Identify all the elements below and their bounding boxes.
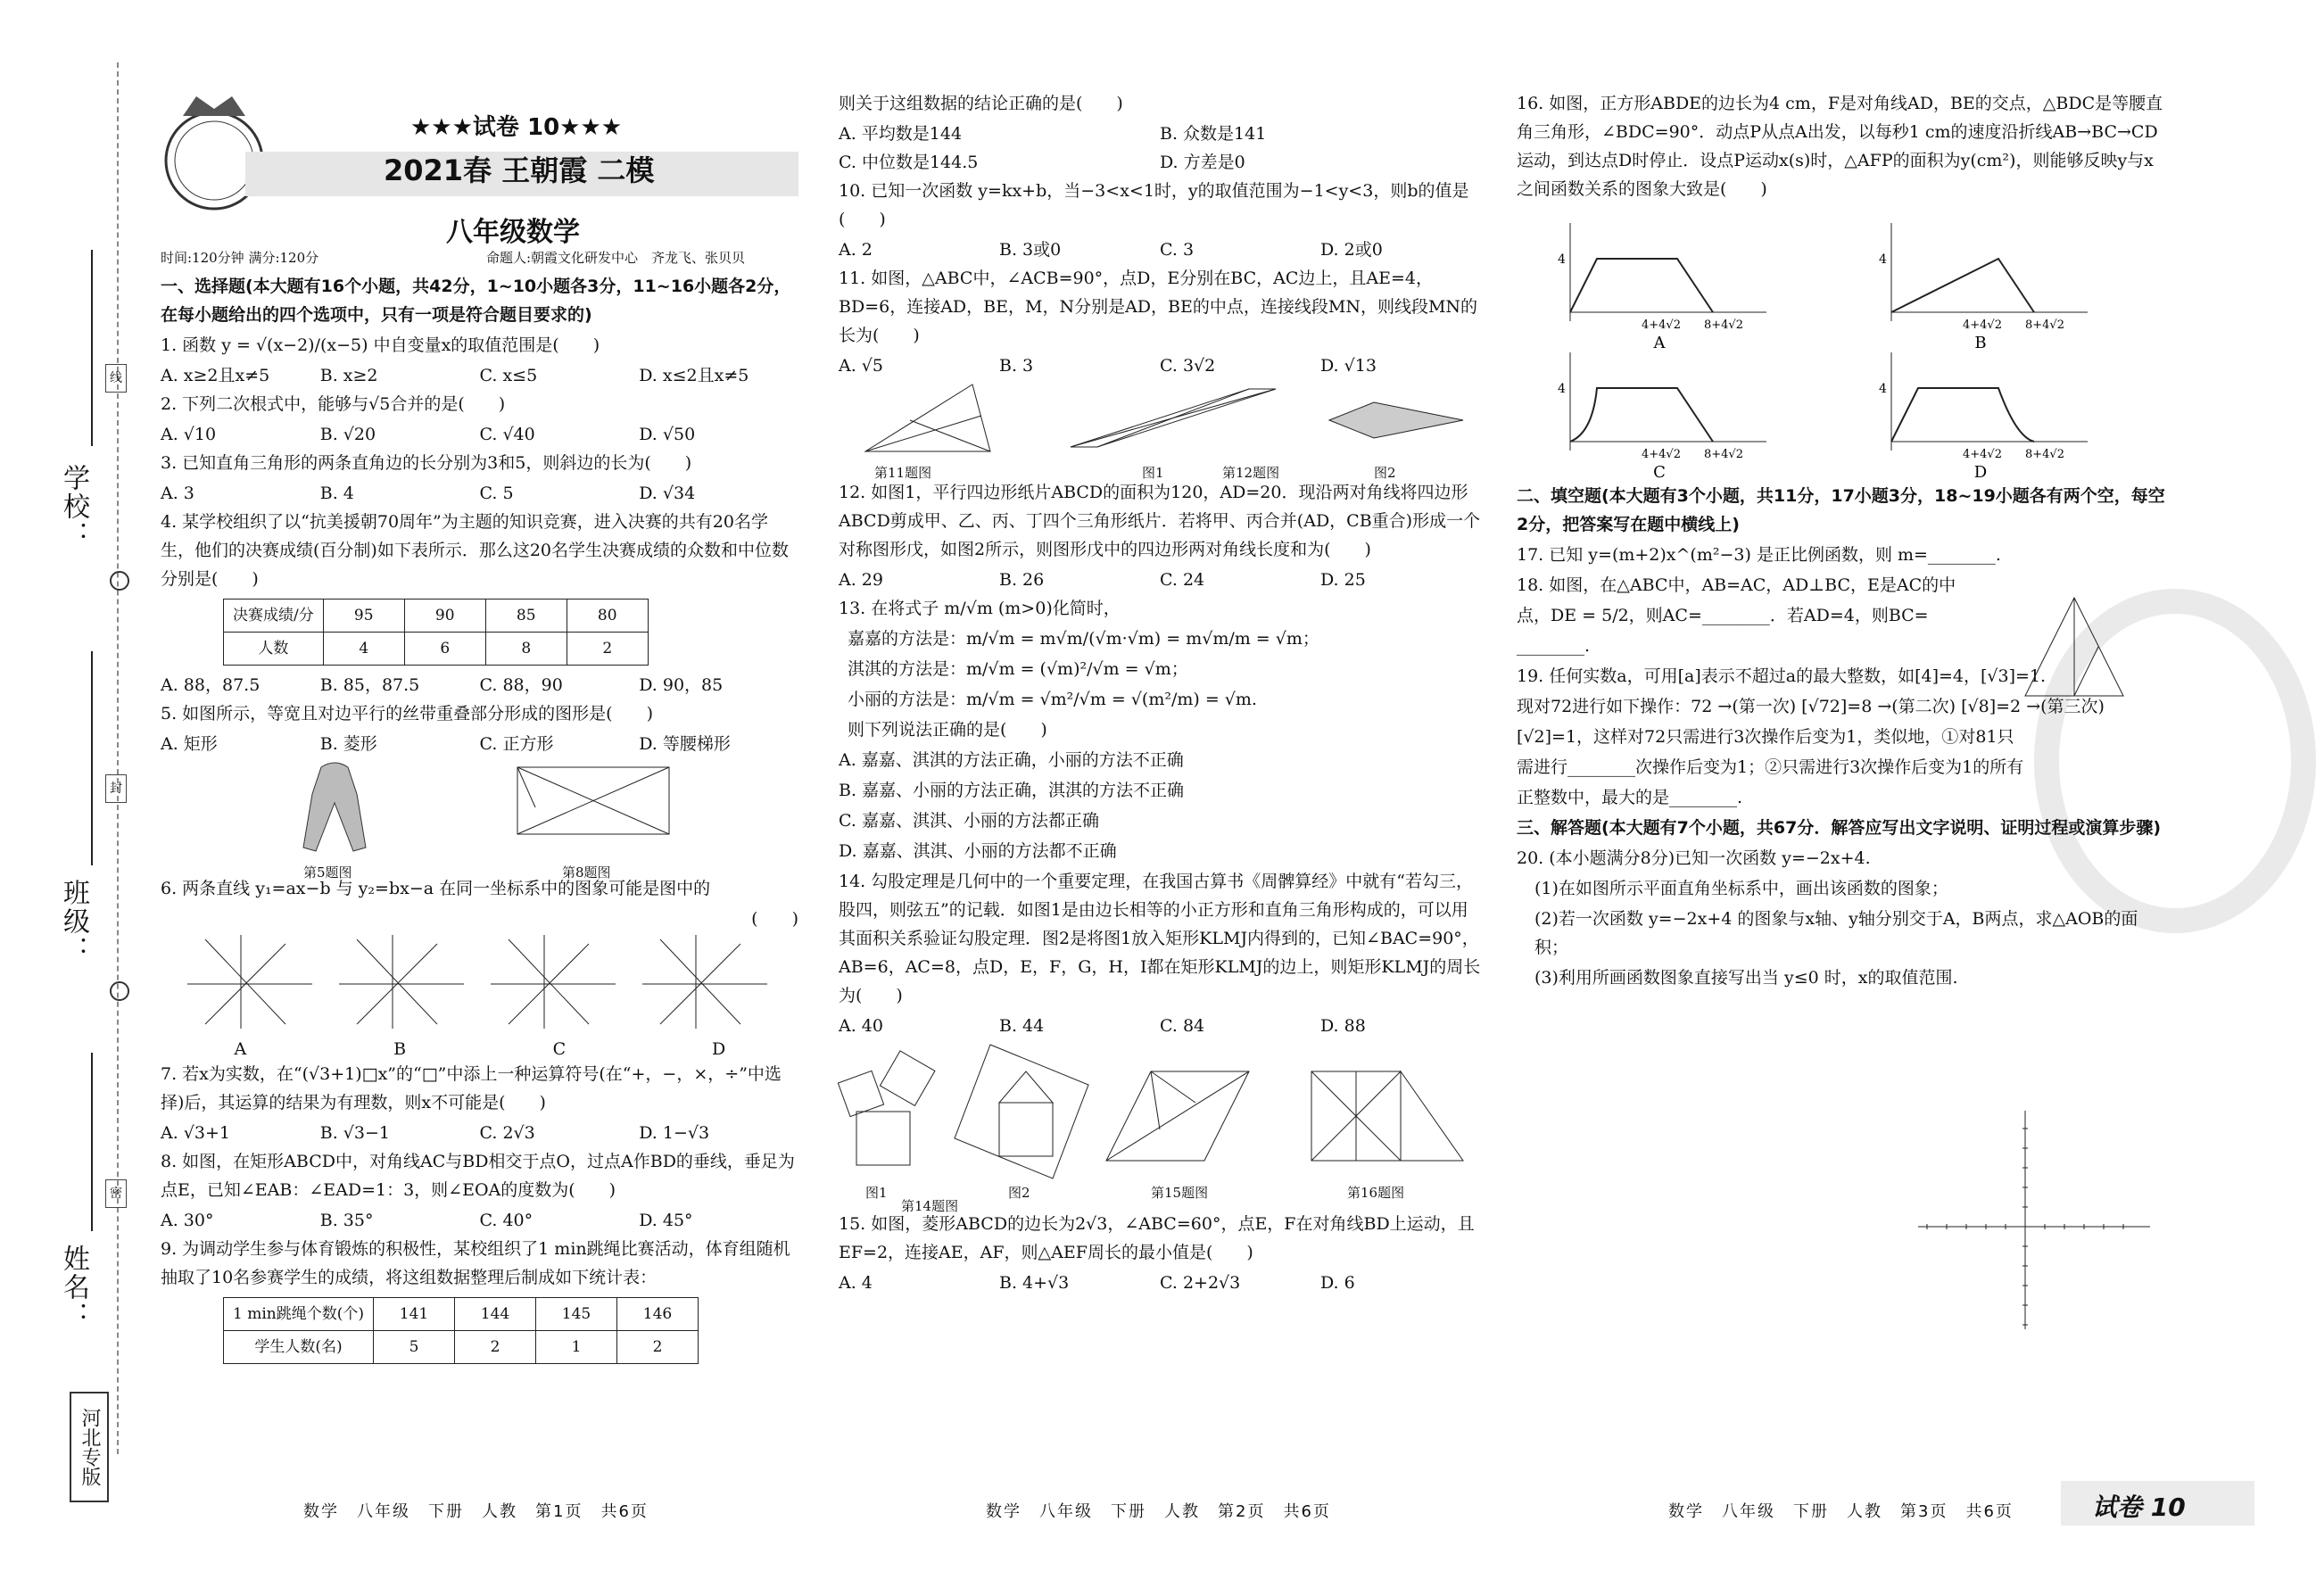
exam-meta-author: 命题人:朝霞文化研发中心 齐龙飞、张贝贝 <box>486 250 746 266</box>
option[interactable]: B. 35° <box>319 1211 374 1230</box>
cut-line <box>117 62 119 1454</box>
option[interactable]: C. 嘉嘉、淇淇、小丽的方法都正确 <box>839 811 1099 831</box>
table-row <box>224 1298 699 1331</box>
q20-part1: (1)在如图所示平面直角坐标系中，画出该函数的图象； <box>1534 879 1948 898</box>
q16-square-figure <box>1303 1063 1472 1170</box>
option[interactable]: B. 3 <box>999 356 1034 376</box>
figure-caption: 第5题图 <box>303 864 352 881</box>
q1-text: 1. 函数 y = √(x−2)/(x−5) 中自变量x的取值范围是( ) <box>161 335 600 355</box>
paper-tag: ★★★试卷 10★★★ <box>410 114 623 141</box>
option[interactable]: C. 正方形 <box>479 734 554 754</box>
table-cell: 5 <box>374 1331 455 1364</box>
paper-tag-footer: 试卷 10 <box>2092 1493 2186 1522</box>
q14-figure-2 <box>937 1040 1115 1183</box>
table-cell: 146 <box>617 1298 699 1331</box>
q4-table <box>223 599 649 666</box>
table-cell: 学生人数(名) <box>224 1331 374 1364</box>
option[interactable]: C. 88，90 <box>479 675 563 695</box>
graph-label: C <box>1653 463 1666 482</box>
option[interactable]: D. 等腰梯形 <box>639 734 731 754</box>
table-cell: 1 <box>536 1331 617 1364</box>
option[interactable]: B. 菱形 <box>319 734 377 754</box>
q10-text: 10. 已知一次函数 y=kx+b，当−3<x<1时，y的取值范围为−1<y<3，则b的值是( ) <box>839 181 1469 229</box>
q19-line2: 现对72进行如下操作：72 →(第一次) [√72]=8 →(第二次) [√8]=2 →(第三次) <box>1517 697 2105 716</box>
q6-paren: ( ) <box>751 909 798 929</box>
exam-title: 2021春 王朝霞 二模 <box>384 153 655 187</box>
school-label: 学校： <box>58 464 89 550</box>
q5-options <box>161 730 798 758</box>
option[interactable]: D. 1−√3 <box>639 1123 710 1143</box>
figure-caption: 第8题图 <box>562 864 611 881</box>
binding-sidebar <box>0 0 152 1596</box>
tick-label: 4+4√2 <box>1963 448 2002 461</box>
option[interactable]: A. 30° <box>161 1211 214 1230</box>
column-2 <box>839 89 1481 1297</box>
q17-text: 17. 已知 y=(m+2)x^(m²−3) 是正比例函数，则 m=________. <box>1517 545 2001 565</box>
figure-caption: 第15题图 <box>1151 1185 1209 1201</box>
q8-options <box>161 1206 798 1235</box>
q13-method-jiajia: 嘉嘉的方法是：m/√m = m√m/(√m·√m) = m√m/m = √m； <box>848 629 1319 649</box>
option[interactable]: A. x≥2且x≠5 <box>161 366 270 385</box>
tick-label: 4 <box>1879 382 1887 396</box>
table-row <box>224 600 649 633</box>
graph-label: D <box>712 1039 726 1059</box>
q9-table <box>223 1297 699 1364</box>
q5-figures <box>161 758 798 881</box>
graph-label: B <box>1974 334 1987 352</box>
option[interactable]: C. 中位数是144.5 <box>839 153 979 172</box>
figure-caption: 图2 <box>1374 465 1396 481</box>
q13-text: 13. 在将式子 m/√m (m>0)化简时， <box>839 599 1121 618</box>
exam-meta-time: 时间:120分钟 满分:120分 <box>161 250 319 266</box>
option[interactable]: C. 40° <box>479 1211 534 1230</box>
name-field[interactable] <box>91 1053 93 1231</box>
table-cell: 145 <box>536 1298 617 1331</box>
option[interactable]: C. 3√2 <box>1160 356 1216 376</box>
q18-line1: 18. 如图，在△ABC中，AB=AC，AD⊥BC，E是AC的中 <box>1517 575 1956 595</box>
option[interactable]: C. 3 <box>1160 240 1195 260</box>
figure-caption: 第16题图 <box>1347 1185 1405 1201</box>
q11-options <box>839 351 1481 380</box>
option[interactable]: C. x≤5 <box>479 366 538 385</box>
graph-label: A <box>234 1039 247 1059</box>
option[interactable]: C. √40 <box>479 425 535 444</box>
option[interactable]: B. 众数是141 <box>1160 124 1267 144</box>
name-label: 姓名： <box>58 1245 89 1330</box>
q20-part3: (3)利用所画函数图象直接写出当 y≤0 时，x的取值范围. <box>1534 968 1958 988</box>
option[interactable]: C. 5 <box>479 484 514 503</box>
option[interactable]: C. 2√3 <box>479 1123 535 1143</box>
option[interactable]: A. √5 <box>839 356 883 376</box>
page-footer-1: 数学 八年级 下册 人教 第1页 共6页 <box>303 1502 649 1521</box>
q14-options <box>839 1012 1481 1040</box>
table-cell: 1 min跳绳个数(个) <box>224 1298 374 1331</box>
subject-title: 八年级数学 <box>446 217 580 248</box>
table-cell: 4 <box>323 633 404 666</box>
q9-options-row1 <box>839 120 1481 148</box>
tick-label: 8+4√2 <box>1704 318 1743 332</box>
option[interactable]: C. 2+2√3 <box>1160 1273 1241 1293</box>
tick-label: 8+4√2 <box>2025 448 2064 461</box>
seal-mark-secret: 密 <box>105 1179 127 1208</box>
option[interactable]: D. 90，85 <box>639 675 724 695</box>
section-3-title: 三、解答题(本大题有7个小题，共67分．解答应写出文字说明、证明过程或演算步骤) <box>1517 818 2162 838</box>
option[interactable]: B. 85，87.5 <box>319 675 420 695</box>
graph-label: B <box>393 1039 407 1059</box>
option[interactable]: B. 44 <box>999 1016 1045 1036</box>
line-y1 <box>357 939 437 1024</box>
edition-badge: 河北专版 <box>70 1392 109 1502</box>
q3-options <box>161 479 798 508</box>
option[interactable]: D. 45° <box>639 1211 693 1230</box>
q4-options <box>161 671 798 699</box>
option[interactable]: A. 2 <box>839 240 873 260</box>
option[interactable]: D. 2或0 <box>1320 240 1383 260</box>
table-cell: 144 <box>455 1298 536 1331</box>
option[interactable]: A. √10 <box>161 425 217 444</box>
binding-hole-icon <box>110 981 129 1001</box>
rectangle-figure <box>500 758 678 848</box>
tick-label: 4 <box>1558 252 1566 267</box>
table-cell: 85 <box>485 600 567 633</box>
section-2-title: 二、填空题(本大题有3个小题，共11分，17小题3分，18~19小题各有两个空，每空2分，把答案写在题中横线上) <box>1517 486 2165 534</box>
seal-mark-seal: 封 <box>105 774 127 803</box>
q19-line1: 19. 任何实数a，可用[a]表示不超过a的最大整数，如[4]=4，[√3]=1. <box>1517 666 2047 686</box>
tick-label: 4+4√2 <box>1963 318 2002 332</box>
option[interactable]: D. √50 <box>639 425 696 444</box>
graph-label: D <box>1973 463 1988 482</box>
q19-line3: [√2]=1，这样对72只需进行3次操作后变为1，类似地，①对81只 <box>1517 727 2014 747</box>
q11-text: 11. 如图，△ABC中，∠ACB=90°，点D，E分别在BC，AC边上，且AE=4，BD=6，连接AD，BE，M，N分别是AD，BE的中点，连接线段MN，则线段MN的长为( ) <box>839 269 1478 345</box>
option[interactable]: A. 平均数是144 <box>839 124 963 144</box>
option[interactable]: D. √13 <box>1320 356 1377 376</box>
q8-text: 8. 如图，在矩形ABCD中，对角线AC与BD相交于点O，过点A作BD的垂线，垂足为点E，已知∠EAB：∠EAD=1：3，则∠EOA的度数为( ) <box>161 1152 795 1200</box>
function-curve <box>1570 259 1713 312</box>
q13-method-qiqi: 淇淇的方法是：m/√m = (√m)²/√m = √m； <box>848 659 1188 679</box>
q10-options <box>839 236 1481 264</box>
table-cell: 8 <box>485 633 567 666</box>
function-curve <box>1891 388 2034 442</box>
table-cell: 95 <box>323 600 404 633</box>
option[interactable]: B. √3−1 <box>319 1123 390 1143</box>
option[interactable]: D. 6 <box>1320 1273 1355 1293</box>
figure-caption: 图1 <box>865 1185 888 1201</box>
q7-text: 7. 若x为实数，在“(√3+1)□x”的“□”中添上一种运算符号(在“+，−，×，÷”中选择)后，其运算的结果为有理数，则x不可能是( ) <box>161 1064 782 1112</box>
function-curve <box>1891 259 2034 312</box>
q7-options <box>161 1119 798 1147</box>
seal-mark-line: 线 <box>105 364 127 393</box>
table-cell: 80 <box>567 600 648 633</box>
option[interactable]: A. 40 <box>839 1016 883 1036</box>
q2-options <box>161 420 798 449</box>
option[interactable]: D. 88 <box>1320 1016 1366 1036</box>
option[interactable]: A. √3+1 <box>161 1123 231 1143</box>
ribbon-figure <box>294 758 375 856</box>
binding-hole-icon <box>110 571 129 591</box>
q6-text: 6. 两条直线 y₁=ax−b 与 y₂=bx−a 在同一坐标系中的图象可能是图中的 <box>161 879 711 898</box>
q14-16-figures <box>839 1040 1481 1214</box>
table-cell: 6 <box>404 633 485 666</box>
q6-graph-set <box>161 935 798 1033</box>
class-field[interactable] <box>91 651 93 865</box>
option[interactable]: B. 嘉嘉、小丽的方法正确，淇淇的方法不正确 <box>839 781 1185 800</box>
table-cell: 2 <box>567 633 648 666</box>
q2-text: 2. 下列二次根式中，能够与√5合并的是( ) <box>161 394 506 414</box>
option[interactable]: D. 方差是0 <box>1160 153 1245 172</box>
option[interactable]: A. 29 <box>839 570 883 590</box>
q13-method-xiaoli: 小丽的方法是：m/√m = √m²/√m = √(m²/m) = √m. <box>848 690 1257 709</box>
q4-text: 4. 某学校组织了以“抗美援朝70周年”为主题的知识竞赛，进入决赛的共有20名学生，他们的决赛成绩(百分制)如下表所示．那么这20名学生决赛成绩的众数和中位数分别是( ) <box>161 512 790 589</box>
table-cell: 决赛成绩/分 <box>224 600 324 633</box>
q20-part2: (2)若一次函数 y=−2x+4 的图象与x轴、y轴分别交于A，B两点，求△AOB的面积； <box>1534 909 2138 957</box>
tick-label: 8+4√2 <box>1704 448 1743 461</box>
q1-options <box>161 361 798 390</box>
option[interactable]: D. 嘉嘉、淇淇、小丽的方法都不正确 <box>839 841 1117 861</box>
q19-line5: 正整数中，最大的是________. <box>1517 788 1743 807</box>
option[interactable]: D. 25 <box>1320 570 1366 590</box>
section-1-title: 一、选择题(本大题有16个小题，共42分，1~10小题各3分，11~16小题各2分，在每小题给出的四个选项中，只有一项是符合题目要求的) <box>161 277 791 325</box>
page-footer-2: 数学 八年级 下册 人教 第2页 共6页 <box>986 1502 1331 1521</box>
table-cell: 2 <box>617 1331 699 1364</box>
tick-label: 8+4√2 <box>2025 318 2064 332</box>
q15-text: 15. 如图，菱形ABCD的边长为2√3，∠ABC=60°，点E，F在对角线BD上运动，且EF=2，连接AE，AF，则△AEF周长的最小值是( ) <box>839 1214 1475 1262</box>
table-cell: 90 <box>404 600 485 633</box>
option[interactable]: C. 24 <box>1160 570 1205 590</box>
column-1 <box>161 272 798 1369</box>
q12-text: 12. 如图1，平行四边形纸片ABCD的面积为120，AD=20．现沿两对角线将四边形ABCD剪成甲、乙、丙、丁四个三角形纸片．若将甲、丙合并(AD，CB重合)形成一个对称图形戊，如图2所示，则图形戊中的四边形两对角线长度和为( ) <box>839 483 1481 559</box>
q16-graphs <box>1517 205 2168 482</box>
figure-caption: 图2 <box>1008 1185 1030 1201</box>
figure-caption: 第11题图 <box>874 465 932 481</box>
function-curve <box>1570 388 1713 442</box>
line-y1 <box>509 939 589 1024</box>
q11-q12-figures <box>839 380 1481 481</box>
option[interactable]: B. 4 <box>319 484 354 503</box>
q18-line2: 点，DE = 5/2，则AC=________．若AD=4，则BC= <box>1517 606 1929 625</box>
q20-coordinate-grid <box>1909 1102 2159 1334</box>
table-row <box>224 1331 699 1364</box>
q6-graphs <box>161 935 798 1060</box>
q9-options-row2 <box>839 148 1481 177</box>
q14-figure-1 <box>839 1040 937 1174</box>
option[interactable]: B. √20 <box>319 425 376 444</box>
q6-labels <box>161 1035 798 1063</box>
q15-rhombus-figure <box>1106 1063 1258 1170</box>
q16-graph-set <box>1517 205 2168 482</box>
school-field[interactable] <box>91 250 93 446</box>
q11-triangle-figure <box>856 380 999 456</box>
tick-label: 4+4√2 <box>1642 318 1681 332</box>
line-y1 <box>205 939 285 1024</box>
q19-line4: 需进行________次操作后变为1；②只需进行3次操作后变为1的所有 <box>1517 757 2024 777</box>
column-3 <box>1517 89 2168 994</box>
option[interactable]: A. 嘉嘉、淇淇的方法正确，小丽的方法不正确 <box>839 750 1184 770</box>
tick-label: 4 <box>1558 382 1566 396</box>
figure-caption: 图1 <box>1142 465 1164 481</box>
q12-options <box>839 566 1481 594</box>
figure-caption: 第14题图 <box>901 1198 959 1214</box>
graph-label: C <box>552 1039 567 1059</box>
q16-text: 16. 如图，正方形ABDE的边长为4 cm，F是对角线AD，BE的交点，△BDC是等腰直角三角形，∠BDC=90°．动点P从点A出发，以每秒1 cm的速度沿折线AB→BC→CD运动，到达点D时停止．设点P运动x(s)时，△AFP的面积为y(cm²)，则能够反映y与x之间函数关系的图象大致是( ) <box>1517 94 2163 199</box>
option[interactable]: B. 26 <box>999 570 1045 590</box>
q18-triangle-figure <box>2016 589 2132 714</box>
tick-label: 4 <box>1879 252 1887 267</box>
q9-text: 9. 为调动学生参与体育锻炼的积极性，某校组织了1 min跳绳比赛活动，体育组随机抽取了10名参赛学生的成绩，将这组数据整理后制成如下统计表： <box>161 1239 790 1287</box>
option[interactable]: D. √34 <box>639 484 696 503</box>
option[interactable]: C. 84 <box>1160 1016 1205 1036</box>
table-cell: 2 <box>455 1331 536 1364</box>
q18-line3: ________. <box>1517 636 1591 656</box>
page-footer-3: 数学 八年级 下册 人教 第3页 共6页 <box>1668 1502 2014 1521</box>
option[interactable]: A. 88，87.5 <box>161 675 261 695</box>
figure-caption: 第12题图 <box>1222 465 1280 481</box>
graph-label: A <box>1653 334 1666 352</box>
table-cell: 141 <box>374 1298 455 1331</box>
option[interactable]: A. 矩形 <box>161 734 218 754</box>
option[interactable]: B. 3或0 <box>999 240 1062 260</box>
q12-parallelogram-figure <box>1062 380 1294 456</box>
option[interactable]: A. 3 <box>161 484 194 503</box>
q20-text: 20. (本小题满分8分)已知一次函数 y=−2x+4. <box>1517 848 1871 868</box>
option[interactable]: B. 4+√3 <box>999 1273 1070 1293</box>
option[interactable]: D. x≤2且x≠5 <box>639 366 749 385</box>
option[interactable]: A. 4 <box>839 1273 873 1293</box>
line-y1 <box>660 939 740 1024</box>
q14-text: 14. 勾股定理是几何中的一个重要定理，在我国古算书《周髀算经》中就有“若勾三，股四，则弦五”的记载．如图1是由边长相等的小正方形和直角三角形构成的，可以用其面积关系验证勾股定理．图2是将图1放入矩形KLMJ内得到的，已知∠BAC=90°，AB=6，AC=8，点D，E，F，G，H，I都在矩形KLMJ的边上，则矩形KLMJ的周长为( ) <box>839 872 1481 1005</box>
q5-text: 5. 如图所示，等宽且对边平行的丝带重叠部分形成的图形是( ) <box>161 704 653 724</box>
tick-label: 4+4√2 <box>1642 448 1681 461</box>
q13-ask: 则下列说法正确的是( ) <box>848 720 1047 740</box>
table-cell: 人数 <box>224 633 324 666</box>
q9-continued: 则关于这组数据的结论正确的是( ) <box>839 94 1123 113</box>
option[interactable]: B. x≥2 <box>319 366 378 385</box>
table-row <box>224 633 649 666</box>
q3-text: 3. 已知直角三角形的两条直角边的长分别为3和5，则斜边的长为( ) <box>161 453 692 473</box>
class-label: 班级： <box>58 879 89 964</box>
q12-kite-figure <box>1320 398 1472 442</box>
q15-options <box>839 1269 1481 1297</box>
